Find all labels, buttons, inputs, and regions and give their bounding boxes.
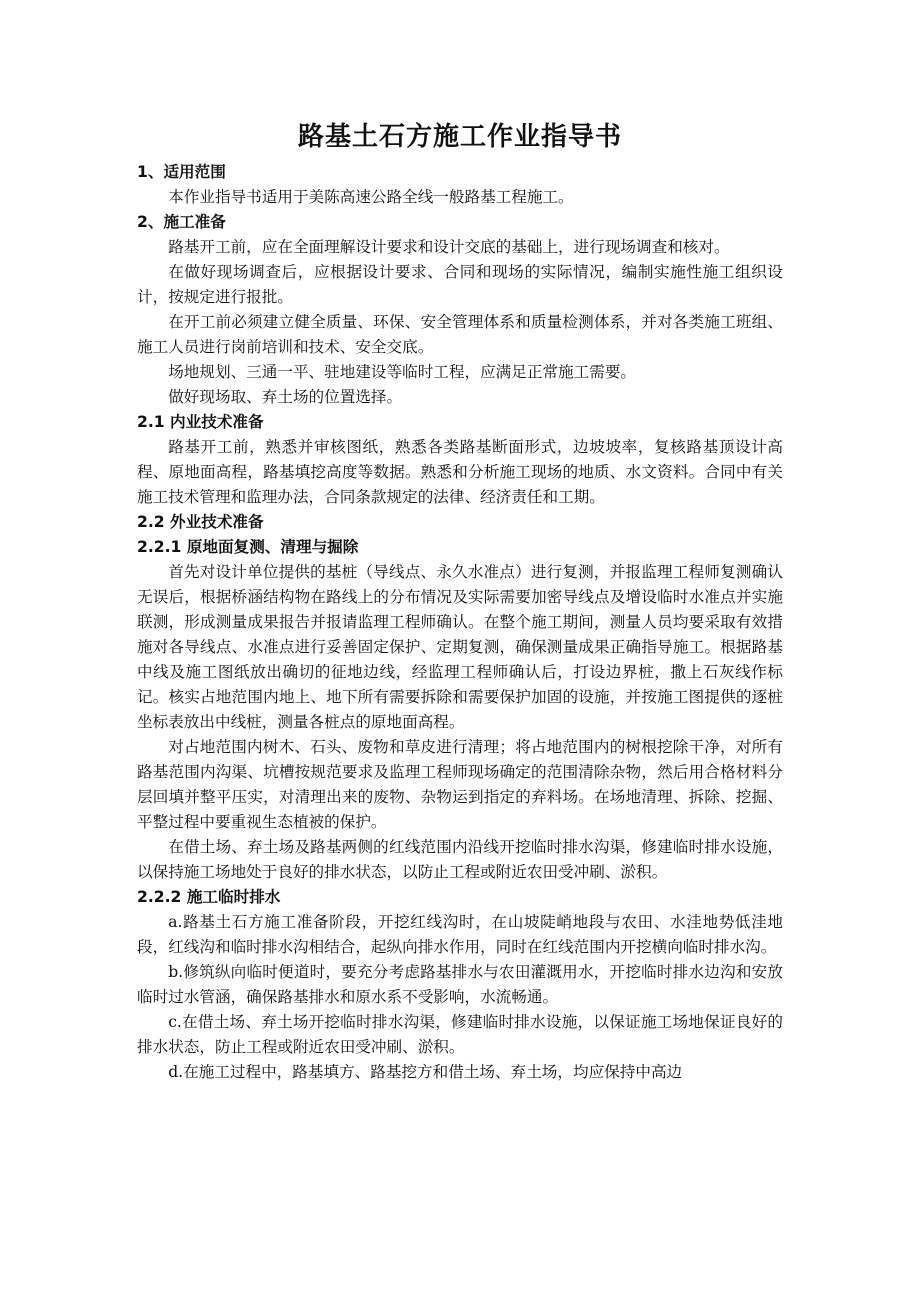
paragraph: d.在施工过程中，路基填方、路基挖方和借土场、弃土场，均应保持中高边	[168, 1063, 683, 1081]
document-body	[137, 160, 783, 1085]
paragraph: 本作业指导书适用于美陈高速公路全线一般路基工程施工。	[168, 188, 574, 206]
paragraph: 路基开工前，应在全面理解设计要求和设计交底的基础上，进行现场调查和核对。	[168, 238, 730, 256]
paragraph: b.修筑纵向临时便道时，要充分考虑路基排水与农田灌溉用水，开挖临时排水边沟和安放临时过水管涵，确保路基排水和原水系不受影响，水流畅通。	[137, 963, 783, 1006]
section-heading: 2、施工准备	[137, 213, 226, 231]
paragraph: 做好现场取、弃土场的位置选择。	[168, 388, 403, 406]
paragraph: c.在借土场、弃土场开挖临时排水沟渠，修建临时排水设施，以保证施工场地保证良好的排水状态，防止工程或附近农田受冲刷、淤积。	[137, 1013, 783, 1056]
paragraph: 首先对设计单位提供的基桩（导线点、永久水准点）进行复测，并报监理工程师复测确认无误后，根据桥涵结构物在路线上的分布情况及实际需要加密导线点及增设临时水准点并实施联测，形成测量成果报告并报请监理工程师确认。在整个施工期间，测量人员均要采取有效措施对各导线点、水准点进行妥善固定保护、定期复测，确保测量成果正确指导施工。根据路基中线及施工图纸放出确切的征地边线，经监理工程师确认后，打设边界桩，撒上石灰线作标记。核实占地范围内地上、地下所有需要拆除和需要保护加固的设施，并按施工图提供的逐桩坐标表放出中线桩，测量各桩点的原地面高程。	[137, 563, 783, 731]
paragraph: 场地规划、三通一平、驻地建设等临时工程，应满足正常施工需要。	[168, 363, 637, 381]
section-heading: 1、适用范围	[137, 163, 226, 181]
paragraph: 对占地范围内树木、石头、废物和草皮进行清理；将占地范围内的树根挖除干净，对所有路基范围内沟渠、坑槽按规范要求及监理工程师现场确定的范围清除杂物，然后用合格材料分层回填并整平压实，对清理出来的废物、杂物运到指定的弃料场。在场地清理、拆除、挖掘、平整过程中要重视生态植被的保护。	[137, 738, 783, 831]
paragraph: 在做好现场调查后，应根据设计要求、合同和现场的实际情况，编制实施性施工组织设计，按规定进行报批。	[137, 263, 783, 306]
section-heading: 2.1 内业技术准备	[137, 413, 264, 431]
section-heading: 2.2 外业技术准备	[137, 513, 264, 531]
paragraph: 在借土场、弃土场及路基两侧的红线范围内沿线开挖临时排水沟渠，修建临时排水设施，以保持施工场地处于良好的排水状态，以防止工程或附近农田受冲刷、淤积。	[137, 838, 783, 881]
paragraph: 路基开工前，熟悉并审核图纸，熟悉各类路基断面形式，边坡坡率，复核路基顶设计高程、原地面高程，路基填挖高度等数据。熟悉和分析施工现场的地质、水文资料。合同中有关施工技术管理和监理办法，合同条款规定的法律、经济责任和工期。	[137, 438, 783, 506]
section-heading: 2.2.1 原地面复测、清理与掘除	[137, 538, 359, 556]
paragraph: a.路基土石方施工准备阶段，开挖红线沟时，在山坡陡峭地段与农田、水洼地势低洼地段，红线沟和临时排水沟相结合，起纵向排水作用，同时在红线范围内开挖横向临时排水沟。	[137, 913, 783, 956]
section-heading: 2.2.2 施工临时排水	[137, 888, 281, 906]
document-title: 路基土石方施工作业指导书	[297, 122, 622, 152]
paragraph: 在开工前必须建立健全质量、环保、安全管理体系和质量检测体系，并对各类施工班组、施工人员进行岗前培训和技术、安全交底。	[137, 313, 783, 356]
